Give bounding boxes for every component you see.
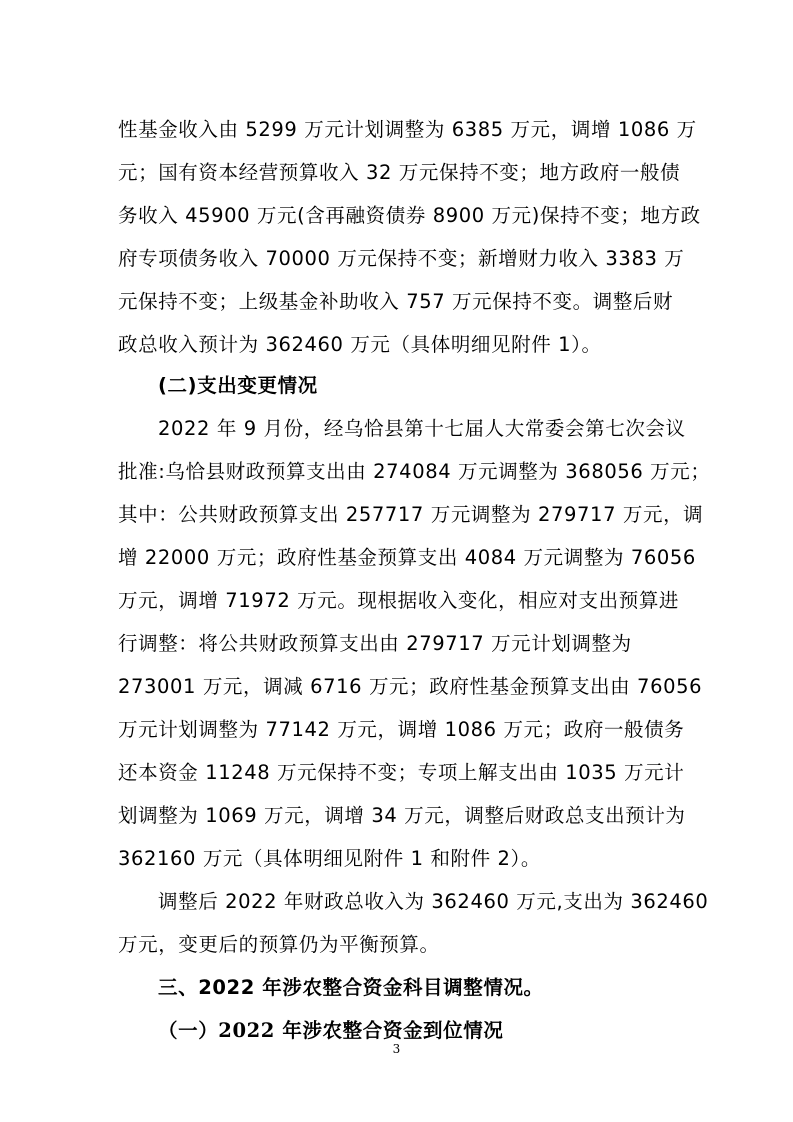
page-number: 3	[392, 1042, 401, 1056]
paragraph-line: 万元，变更后的预算仍为平衡预算。	[118, 933, 440, 956]
paragraph-line: 批准:乌恰县财政预算支出由 274084 万元调整为 368056 万元；	[118, 460, 711, 483]
paragraph-line: 务收入 45900 万元(含再融资债券 8900 万元)保持不变；地方政	[118, 204, 701, 227]
paragraph-line: 增 22000 万元；政府性基金预算支出 4084 万元调整为 76056	[118, 546, 696, 569]
paragraph-line: 调整后 2022 年财政总收入为 362460 万元,支出为 362460	[158, 890, 709, 913]
paragraph-line: 万元计划调整为 77142 万元，调增 1086 万元；政府一般债务	[118, 718, 685, 741]
paragraph-line: 行调整：将公共财政预算支出由 279717 万元计划调整为	[118, 632, 632, 655]
section-heading: (二)支出变更情况	[158, 374, 318, 397]
paragraph-line: 政总收入预计为 362460 万元（具体明细见附件 1）。	[118, 333, 602, 356]
paragraph-line: 性基金收入由 5299 万元计划调整为 6385 万元，调增 1086 万	[118, 118, 697, 141]
paragraph-line: 万元，调增 71972 万元。现根据收入变化，相应对支出预算进	[118, 589, 680, 612]
paragraph-line: 273001 万元，调减 6716 万元；政府性基金预算支出由 76056	[118, 675, 703, 698]
paragraph-line: 划调整为 1069 万元，调增 34 万元，调整后财政总支出预计为	[118, 804, 686, 827]
paragraph-line: 元；国有资本经营预算收入 32 万元保持不变；地方政府一般债	[118, 161, 681, 184]
subsection-heading: （一）2022 年涉农整合资金到位情况	[158, 1019, 504, 1042]
paragraph-line: 府专项债务收入 70000 万元保持不变；新增财力收入 3383 万	[118, 247, 685, 270]
paragraph-line: 362160 万元（具体明细见附件 1 和附件 2）。	[118, 847, 541, 870]
section-heading: 三、2022 年涉农整合资金科目调整情况。	[158, 976, 544, 999]
paragraph-line: 其中：公共财政预算支出 257717 万元调整为 279717 万元，调	[118, 503, 704, 526]
paragraph-line: 还本资金 11248 万元保持不变；专项上解支出由 1035 万元计	[118, 761, 685, 784]
paragraph-line: 元保持不变；上级基金补助收入 757 万元保持不变。调整后财	[118, 290, 674, 313]
paragraph-line: 2022 年 9 月份，经乌恰县第十七届人大常委会第七次会议	[158, 417, 686, 440]
